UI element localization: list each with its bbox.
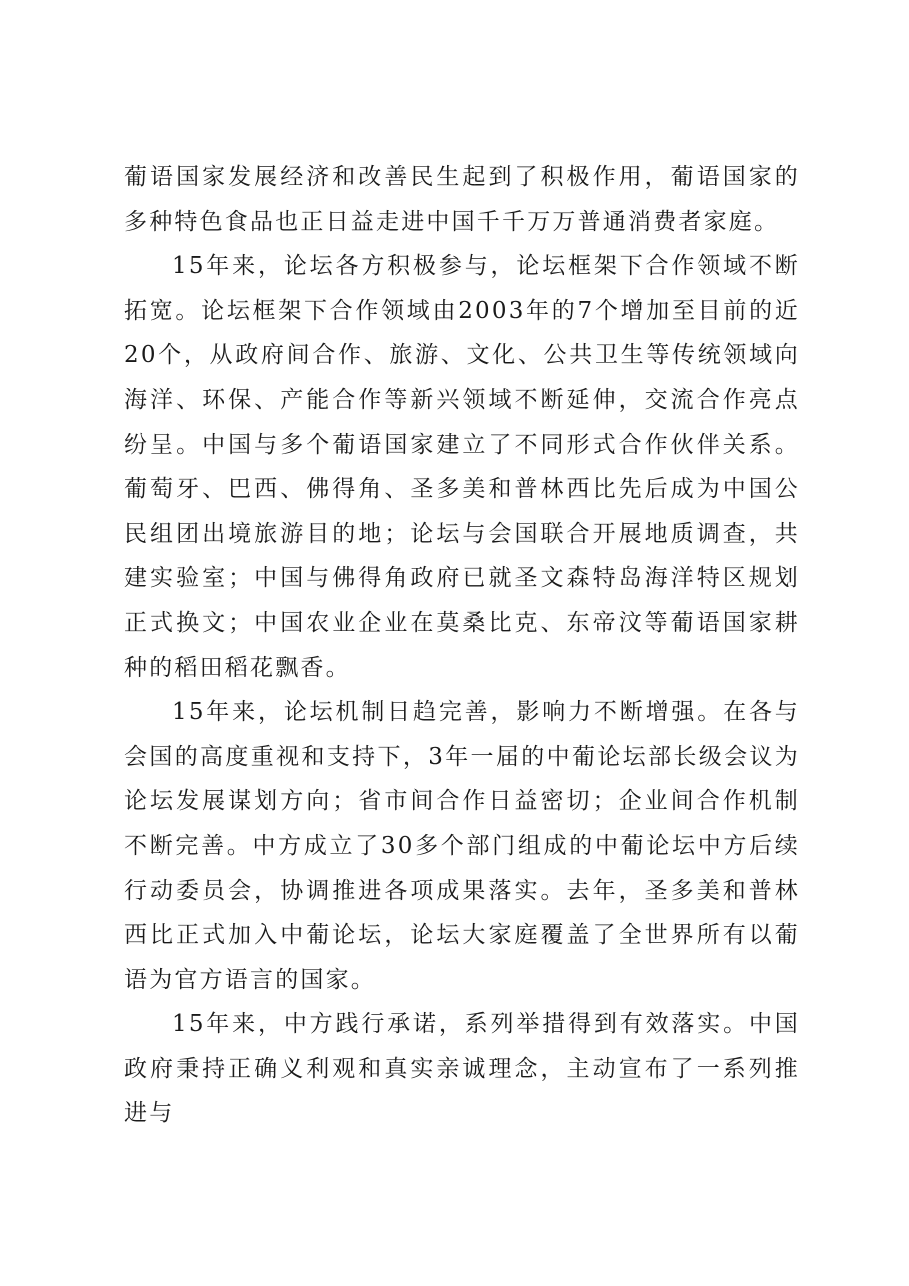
paragraph-cooperation-fields: 15年来，论坛各方积极参与，论坛框架下合作领域不断拓宽。论坛框架下合作领域由2003年的7个增加至目前的近20个，从政府间合作、旅游、文化、公共卫生等传统领域向海洋、环保、产能合作等新兴领域不断延伸，交流合作亮点纷呈。中国与多个葡语国家建立了不同形式合作伙伴关系。葡萄牙、巴西、佛得角、圣多美和普林西比先后成为中国公民组团出境旅游目的地；论坛与会国联合开展地质调查，共建实验室；中国与佛得角政府已就圣文森特岛海洋特区规划正式换文；中国农业企业在莫桑比克、东帝汶等葡语国家耕种的稻田稻花飘香。 (124, 253, 800, 681)
document-body (124, 155, 800, 1136)
paragraph-china-commitments: 15年来，中方践行承诺，系列举措得到有效落实。中国政府秉持正确义利观和真实亲诚理念，主动宣布了一系列推进与 (124, 1011, 800, 1127)
paragraph-forum-mechanism: 15年来，论坛机制日趋完善，影响力不断增强。在各与会国的高度重视和支持下，3年一届的中葡论坛部长级会议为论坛发展谋划方向；省市间合作日益密切；企业间合作机制不断完善。中方成立了30多个部门组成的中葡论坛中方后续行动委员会，协调推进各项成果落实。去年，圣多美和普林西比正式加入中葡论坛，论坛大家庭覆盖了全世界所有以葡语为官方语言的国家。 (124, 699, 800, 993)
paragraph-continuation: 葡语国家发展经济和改善民生起到了积极作用，葡语国家的多种特色食品也正日益走进中国千千万万普通消费者家庭。 (124, 164, 800, 235)
